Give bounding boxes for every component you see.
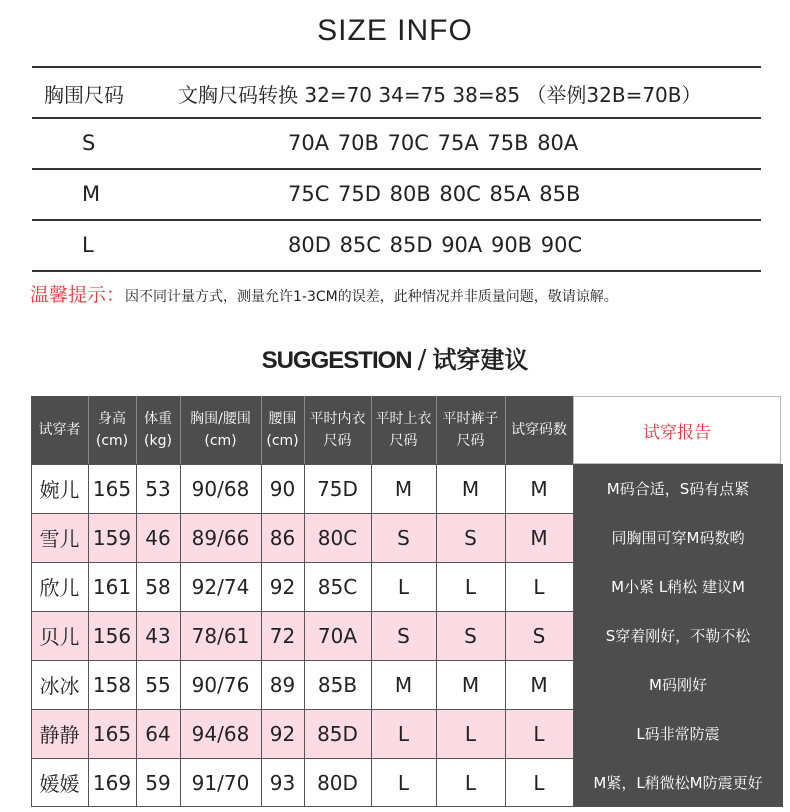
grid-line [180, 464, 181, 807]
size-values: 70A 70B 70C 75A 75B 80A [288, 131, 579, 155]
grid-line [31, 806, 573, 807]
suggestion-en: SUGGESTION [261, 347, 412, 374]
table-cell: 78/61 [191, 623, 250, 648]
table-cell: 53 [145, 476, 171, 501]
warm-tip [30, 280, 618, 307]
table-cell: 58 [145, 574, 171, 599]
table-cell: L [464, 721, 477, 746]
header-text: (kg) [144, 433, 172, 449]
grid-line [136, 464, 137, 807]
header-text: 尺码 [389, 433, 418, 449]
grid-line [31, 709, 573, 710]
header-cell [371, 396, 436, 464]
header-text: 试穿码数 [511, 422, 567, 438]
grid-line [261, 464, 262, 807]
suggestion-heading [0, 340, 790, 375]
table-cell: L [397, 770, 410, 795]
report-header: 试穿报告 [573, 396, 781, 464]
size-values: 75C 75D 80B 80C 85A 85B [288, 182, 581, 206]
header-divider [436, 396, 437, 464]
header-text: 平时上衣 [375, 411, 432, 427]
table-cell: 婉儿 [39, 478, 80, 502]
size-row-s [32, 117, 761, 168]
table-row [31, 464, 783, 513]
header-divider [371, 396, 372, 464]
table-cell: 169 [92, 770, 132, 795]
grid-line [31, 611, 573, 612]
trial-table-header [31, 396, 573, 464]
grid-line [31, 464, 573, 465]
table-cell: 94/68 [191, 721, 250, 746]
size-table-header [32, 66, 761, 117]
table-cell: 156 [92, 623, 132, 648]
size-values: 80D 85C 85D 90A 90B 90C [288, 233, 583, 257]
table-cell: 80D [317, 770, 358, 795]
header-divider [261, 396, 262, 464]
table-cell: 64 [145, 721, 171, 746]
header-cell [136, 396, 180, 464]
suggestion-cn: 试穿建议 [432, 346, 529, 374]
table-cell: 89/66 [191, 525, 250, 550]
table-cell: 90/68 [191, 476, 250, 501]
header-divider [88, 396, 89, 464]
table-cell: 55 [145, 672, 171, 697]
table-cell: M [461, 672, 480, 697]
report-cell: M码合适，S码有点紧 [573, 464, 783, 513]
table-cell: 媛媛 [39, 772, 80, 796]
header-cell [505, 396, 573, 464]
table-cell: 静静 [39, 723, 80, 747]
report-cell: 同胸围可穿M码数哟 [573, 513, 783, 562]
table-cell: 92 [269, 721, 296, 746]
table-cell: 85D [317, 721, 358, 746]
table-cell: M [394, 672, 413, 697]
table-cell: 75D [317, 476, 358, 501]
table-cell: L [533, 574, 545, 599]
header-text: 腰围 [268, 411, 297, 427]
grid-line [31, 758, 573, 759]
table-cell: 92 [269, 574, 296, 599]
size-row-m [32, 168, 761, 219]
table-row [31, 562, 783, 611]
table-cell: 90 [269, 476, 296, 501]
table-cell: 93 [269, 770, 296, 795]
warm-tip-text: 因不同计量方式，测量允许1-3CM的误差，此种情况并非质量问题，敬请谅解。 [125, 289, 618, 305]
size-row-l [32, 219, 761, 272]
header-text: 身高 [98, 411, 126, 427]
grid-line [304, 464, 305, 807]
table-row [31, 758, 783, 807]
table-cell: 165 [92, 721, 132, 746]
table-cell: L [533, 770, 545, 795]
grid-line [436, 464, 437, 807]
table-cell: M [530, 476, 548, 501]
table-cell: M [530, 672, 548, 697]
header-text: (cm) [204, 433, 237, 449]
grid-line [505, 464, 506, 807]
trial-table [31, 396, 783, 807]
grid-line [371, 464, 372, 807]
table-cell: S [397, 623, 410, 648]
table-cell: M [394, 476, 413, 501]
header-cell [31, 396, 88, 464]
header-cell [180, 396, 261, 464]
table-cell: 92/74 [191, 574, 250, 599]
table-cell: 46 [145, 525, 171, 550]
header-text: 试穿者 [38, 422, 81, 438]
header-cell [436, 396, 505, 464]
table-cell: M [530, 525, 548, 550]
header-text: 尺码 [456, 433, 485, 449]
size-label: L [82, 233, 94, 257]
header-text: 平时裤子 [442, 411, 499, 427]
grid-line [573, 464, 574, 807]
table-cell: L [397, 721, 410, 746]
table-cell: S [532, 623, 546, 648]
bra-conversion-label: 文胸尺码转换 32=70 34=75 38=85 （举例32B=70B） [178, 83, 702, 107]
report-cell: M码刚好 [573, 660, 783, 709]
size-label: M [82, 182, 101, 206]
table-cell: 165 [92, 476, 132, 501]
header-cell [88, 396, 136, 464]
grid-line [31, 513, 573, 514]
table-row [31, 611, 783, 660]
table-row [31, 513, 783, 562]
header-text: 体重 [144, 411, 172, 427]
table-cell: 80C [317, 525, 358, 550]
table-cell: 贝儿 [39, 625, 80, 649]
header-cell [304, 396, 371, 464]
header-cell [261, 396, 304, 464]
table-cell: 冰冰 [39, 674, 80, 698]
table-cell: L [397, 574, 410, 599]
report-cell: M小紧 L稍松 建议M [573, 562, 783, 611]
table-cell: L [464, 574, 477, 599]
table-cell: S [464, 623, 477, 648]
table-cell: L [464, 770, 477, 795]
table-row [31, 660, 783, 709]
grid-line [31, 464, 32, 807]
table-cell: 雪儿 [39, 527, 80, 551]
header-text: (cm) [95, 433, 129, 449]
header-divider [304, 396, 305, 464]
table-row [31, 709, 783, 758]
table-cell: 161 [92, 574, 132, 599]
table-cell: 43 [145, 623, 171, 648]
table-cell: 159 [92, 525, 132, 550]
table-cell: S [397, 525, 410, 550]
table-cell: 86 [269, 525, 296, 550]
table-cell: 欣儿 [39, 576, 80, 600]
table-cell: 90/76 [191, 672, 250, 697]
size-table [32, 66, 761, 272]
table-cell: 70A [317, 623, 358, 648]
table-cell: L [533, 721, 545, 746]
size-label: S [82, 131, 96, 155]
header-divider [180, 396, 181, 464]
report-cell: L码非常防震 [573, 709, 783, 758]
page-title: SIZE INFO [317, 14, 473, 47]
table-cell: 85B [317, 672, 358, 697]
report-cell: S穿着刚好，不勒不松 [573, 611, 783, 660]
header-text: (cm) [266, 433, 299, 449]
header-divider [505, 396, 506, 464]
report-cell: M紧，L稍微松M防震更好 [573, 758, 783, 807]
bust-size-label: 胸围尺码 [44, 83, 124, 107]
header-divider [136, 396, 137, 464]
header-text: 尺码 [323, 433, 352, 449]
table-cell: 158 [92, 672, 132, 697]
header-text: 平时内衣 [309, 411, 366, 427]
grid-line [88, 464, 89, 807]
table-cell: 72 [269, 623, 296, 648]
table-cell: 85C [317, 574, 358, 599]
table-cell: S [464, 525, 477, 550]
grid-line [31, 562, 573, 563]
grid-line [31, 396, 32, 464]
warm-tip-label: 温馨提示： [30, 284, 126, 306]
header-text: 胸围/腰围 [190, 411, 251, 427]
table-cell: 59 [145, 770, 171, 795]
table-cell: M [461, 476, 480, 501]
suggestion-separator: / [417, 345, 427, 375]
table-cell: 89 [269, 672, 296, 697]
table-cell: 91/70 [191, 770, 250, 795]
grid-line [31, 660, 573, 661]
